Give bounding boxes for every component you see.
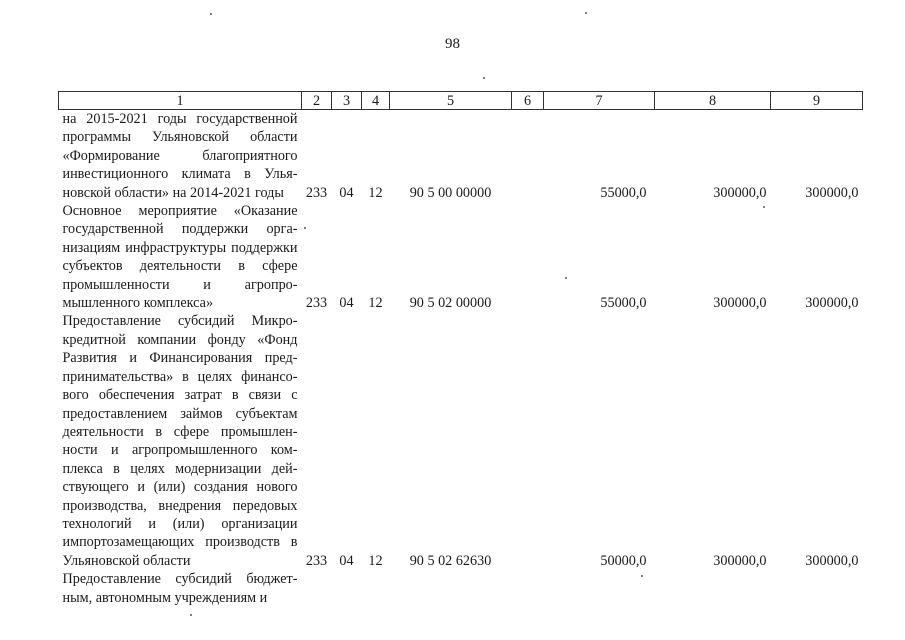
target-article-code: 90 5 02 00000 <box>409 295 492 312</box>
row-description: Предоставление субсидий бюджетным, автономным учреждениям и <box>62 571 298 606</box>
row-description: Основное мероприятие «Оказание государственной поддержки организациям инфраструктуры поддержки субъектов деятельности в сфере промышленности и агропромышленного комплекса» <box>62 203 298 312</box>
amount-col-8: 300000,0 <box>713 184 767 201</box>
subsection-code: 12 <box>368 295 383 312</box>
column-header: 2 <box>302 92 332 110</box>
column-number-row <box>59 92 863 110</box>
section-code: 04 <box>339 295 354 312</box>
amount-col-8: 300000,0 <box>713 295 767 312</box>
budget-table <box>58 91 863 607</box>
column-header: 8 <box>655 92 771 110</box>
page-number: 98 <box>445 36 460 52</box>
column-header: 6 <box>512 92 544 110</box>
amount-col-9: 300000,0 <box>805 184 859 201</box>
column-header: 1 <box>59 92 302 110</box>
scan-speck <box>210 13 212 15</box>
column-header: 7 <box>544 92 655 110</box>
ministry-code: 233 <box>305 184 328 201</box>
amount-col-7: 55000,0 <box>600 295 647 312</box>
scan-speck <box>483 77 485 79</box>
row-description: Предоставление субсидий Микрокредитной компании фонду «Фонд Развития и Финансирования предпринимательства» в целях финансового обеспечения затрат в связи с предоставлением займов субъектам деятельности в сфере промышленности и агропромышленного комплекса в целях модернизации действующего и (или) создания нового производства, внедрения передовых технологий и (или) организации импортозамещающих производств в Ульяновской области <box>62 313 298 569</box>
scan-speck <box>190 614 192 616</box>
subsection-code: 12 <box>368 552 383 569</box>
amount-col-8: 300000,0 <box>713 552 767 569</box>
expense-type <box>512 202 544 312</box>
column-header: 5 <box>390 92 512 110</box>
subsection-code: 12 <box>368 184 383 201</box>
ministry-code: 233 <box>305 552 328 569</box>
table-row <box>59 312 863 570</box>
table-row-continued <box>59 570 863 607</box>
column-header: 4 <box>362 92 390 110</box>
row-description: на 2015-2021 годы государственной программы Ульяновской области «Формирование благоприятного инвестиционного климата в Ульяновской области» на 2014-2021 годы <box>62 111 298 201</box>
amount-col-9: 300000,0 <box>805 295 859 312</box>
expense-type <box>512 110 544 203</box>
table-row <box>59 110 863 203</box>
target-article-code: 90 5 00 00000 <box>409 184 492 201</box>
table-row <box>59 202 863 312</box>
scan-speck <box>585 12 587 14</box>
column-header: 9 <box>771 92 863 110</box>
section-code: 04 <box>339 184 354 201</box>
ministry-code: 233 <box>305 295 328 312</box>
amount-col-7: 50000,0 <box>600 552 647 569</box>
section-code: 04 <box>339 552 354 569</box>
column-header: 3 <box>332 92 362 110</box>
amount-col-9: 300000,0 <box>805 552 859 569</box>
expense-type <box>512 312 544 570</box>
target-article-code: 90 5 02 62630 <box>409 552 492 569</box>
amount-col-7: 55000,0 <box>600 184 647 201</box>
